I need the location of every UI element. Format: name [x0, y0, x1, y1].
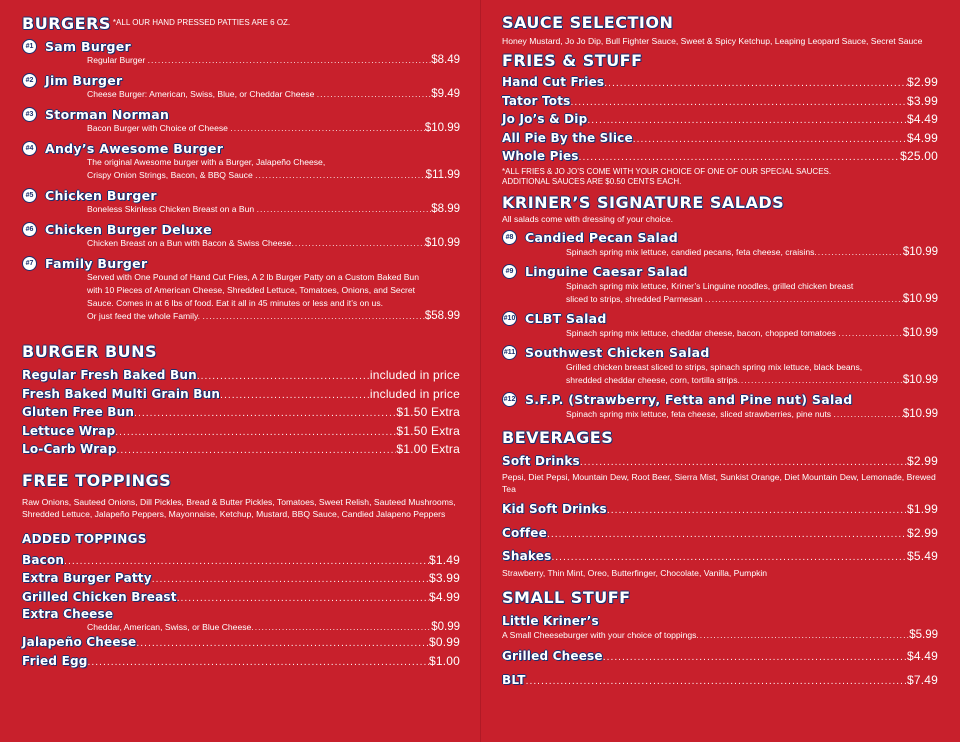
item-price: $4.99: [906, 130, 938, 145]
item-price-line: [87, 310, 460, 323]
item-number-badge: #7: [22, 256, 37, 271]
kid-drinks-name: Kid Soft Drinks: [502, 502, 607, 516]
item-price: $10.99: [902, 407, 938, 420]
salad-list: [502, 230, 938, 421]
grilled-cheese-line: [502, 648, 938, 667]
burger-list: [22, 38, 460, 323]
small-stuff-title: SMALL STUFF: [502, 587, 631, 607]
item-price: $4.99: [428, 589, 460, 604]
price-row: [502, 148, 938, 167]
burgers-heading: [22, 14, 460, 33]
item-price-line: [566, 408, 938, 421]
item-name: Hand Cut Fries: [502, 75, 605, 89]
beverages-list: [502, 453, 938, 579]
menu-item: [502, 345, 938, 387]
small-stuff-list: [502, 613, 938, 691]
little-kriners-desc: A Small Cheeseburger with your choice of toppings .....: [502, 629, 909, 642]
item-price-line: [87, 54, 460, 67]
fries-note-1: *ALL FRIES & JO JO’S COME WITH YOUR CHOICE OF ONE OF OUR SPECIAL SAUCES.: [502, 166, 832, 176]
item-price: $1.49: [428, 552, 460, 567]
grilled-cheese-name: Grilled Cheese: [502, 649, 603, 663]
item-details: [502, 361, 938, 387]
item-name: Southwest Chicken Salad: [525, 345, 710, 360]
shakes-price: $5.49: [906, 549, 938, 563]
burgers-note: *ALL OUR HAND PRESSED PATTIES ARE 6 OZ.: [112, 18, 291, 27]
little-kriners-line: [502, 629, 938, 642]
item-price-line: [566, 293, 938, 306]
price-row: [502, 111, 938, 130]
price-row: [22, 589, 460, 608]
item-price: $8.99: [431, 203, 460, 215]
item-price: $58.99: [424, 310, 460, 322]
item-details: [502, 408, 938, 421]
item-number-badge: #12: [502, 392, 517, 407]
price-row: [22, 367, 460, 386]
item-details: [22, 88, 460, 101]
price-row: [502, 130, 938, 149]
item-description: Served with One Pound of Hand Cut Fries, A 2 lb Burger Patty on a Custom Baked Bun: [87, 272, 419, 282]
item-header: [22, 106, 460, 122]
dot-leader: [571, 93, 907, 112]
bun-list: [22, 367, 460, 460]
dot-leader: [134, 404, 396, 423]
price-row: [22, 423, 460, 442]
item-price: $10.99: [902, 373, 938, 386]
item-details: [22, 156, 460, 182]
menu-item: [502, 264, 938, 306]
blt-name: BLT: [502, 672, 526, 687]
item-name: Storman Norman: [45, 106, 170, 122]
menu-item: [22, 38, 460, 67]
item-name: Chicken Burger Deluxe: [45, 221, 212, 237]
item-number-badge: #1: [22, 39, 37, 54]
fries-list: [502, 74, 938, 167]
shakes-name: Shakes: [502, 549, 552, 563]
dot-leader: [579, 148, 900, 167]
extra-cheese-line: [22, 621, 460, 634]
item-price: $10.99: [424, 122, 460, 134]
column-divider: [480, 0, 481, 742]
soft-drinks-name: Soft Drinks: [502, 453, 580, 468]
item-description: shredded cheddar cheese, corn, tortilla strips .....: [566, 374, 903, 387]
blt-price: $7.49: [906, 672, 938, 687]
item-price: $25.00: [900, 149, 938, 163]
price-row: [22, 653, 460, 672]
item-name: Bacon: [22, 552, 65, 567]
item-name: Andy’s Awesome Burger: [45, 140, 224, 156]
price-row: [22, 404, 460, 423]
item-name: Sam Burger: [45, 38, 131, 54]
menu-item: [22, 140, 460, 182]
item-header: [22, 72, 460, 88]
item-name: Tator Tots: [502, 93, 571, 108]
item-name: Lettuce Wrap: [22, 423, 116, 438]
item-number-badge: #8: [502, 230, 517, 245]
dot-leader: [633, 130, 907, 149]
item-price: $10.99: [902, 292, 938, 305]
kid-drinks-line: [502, 501, 938, 520]
added-toppings-title: ADDED TOPPINGS: [22, 531, 147, 546]
price-row: [22, 634, 460, 653]
price-row: [502, 74, 938, 93]
item-number-badge: #4: [22, 141, 37, 156]
item-description: Cheese Burger: American, Swiss, Blue, or Cheddar Cheese .....: [87, 88, 431, 101]
item-number-badge: #6: [22, 222, 37, 237]
little-kriners-name: Little Kriner’s: [502, 613, 599, 628]
blt-line: [502, 672, 938, 691]
free-toppings-title: FREE TOPPINGS: [22, 470, 172, 490]
item-name: Fried Egg: [22, 653, 88, 668]
sauce-text: Honey Mustard, Jo Jo Dip, Bull Fighter Sauce, Sweet & Spicy Ketchup, Leaping Leopard Sauce, Secret Sauce: [502, 36, 923, 46]
item-description: Chicken Breast on a Bun with Bacon & Swiss Cheese .....: [87, 237, 425, 250]
item-header: [502, 392, 938, 408]
beverages-title: BEVERAGES: [502, 427, 614, 447]
soft-drinks-desc: Pepsi, Diet Pepsi, Mountain Dew, Root Beer, Sierra Mist, Sunkist Orange, Diet Mountain Dew, Lemonade, Brewed Tea: [502, 472, 936, 494]
item-name: Fresh Baked Multi Grain Bun: [22, 386, 221, 401]
item-name: Regular Fresh Baked Bun: [22, 368, 197, 382]
menu-item: [502, 311, 938, 340]
item-price-line: [566, 374, 938, 387]
item-name: CLBT Salad: [525, 311, 607, 326]
item-description: Or just feed the whole Family. .....: [87, 310, 425, 323]
item-header: [502, 311, 938, 327]
extra-cheese-price: $0.99: [431, 621, 460, 633]
item-price: $10.99: [902, 326, 938, 339]
menu-item: [22, 221, 460, 250]
item-name: Lo-Carb Wrap: [22, 442, 117, 456]
item-name: S.F.P. (Strawberry, Fetta and Pine nut) Salad: [525, 392, 853, 407]
item-header: [22, 221, 460, 237]
item-price: $11.99: [425, 169, 460, 181]
item-price-line: [566, 246, 938, 259]
item-details: [22, 54, 460, 67]
dot-leader: [117, 441, 397, 460]
coffee-price: $2.99: [906, 525, 938, 540]
item-header: [502, 230, 938, 246]
fries-title: FRIES & STUFF: [502, 51, 643, 70]
item-name: Family Burger: [45, 255, 148, 271]
free-toppings-text: Raw Onions, Sauteed Onions, Dill Pickles, Bread & Butter Pickles, Tomatoes, Sweet Relish, Sauteed Mushrooms, Shredded Lettuce, Jalapeño Peppers, Mayonnaise, Ketchup, Mustard, BBQ Sauce, Candied Jalapeno Peppers: [22, 496, 456, 519]
price-row: [22, 552, 460, 571]
dot-leader: [64, 552, 429, 571]
little-kriners-price: $5.99: [909, 629, 938, 641]
item-details: [502, 246, 938, 259]
item-name: Whole Pies: [502, 149, 579, 163]
item-details: [502, 280, 938, 306]
sauce-title: SAUCE SELECTION: [502, 13, 674, 32]
item-description: Spinach spring mix lettuce, feta cheese, sliced strawberries, pine nuts .....: [566, 408, 903, 421]
right-column: [502, 14, 938, 690]
item-details: [22, 122, 460, 135]
price-row: [22, 570, 460, 589]
item-name: Candied Pecan Salad: [525, 230, 679, 245]
menu-item: [22, 106, 460, 135]
item-details: [22, 203, 460, 216]
item-price: $3.99: [428, 571, 460, 585]
salads-title: KRINER’S SIGNATURE SALADS: [502, 192, 785, 212]
item-description: Bacon Burger with Choice of Cheese .....: [87, 122, 425, 135]
item-details: [22, 271, 460, 323]
item-description: sliced to strips, shredded Parmesan .....: [566, 293, 903, 306]
menu-item: [22, 187, 460, 216]
extra-cheese-name: Extra Cheese: [22, 607, 114, 621]
item-name: Linguine Caesar Salad: [525, 264, 688, 279]
salads-subtitle: All salads come with dressing of your choice.: [502, 213, 673, 224]
menu-item: [22, 255, 460, 323]
item-price-line: [87, 169, 460, 182]
item-price: $10.99: [424, 237, 460, 249]
item-price-line: [87, 203, 460, 216]
item-price-line: [566, 327, 938, 340]
item-price-line: [87, 88, 460, 101]
left-column: [22, 14, 460, 671]
grilled-cheese-price: $4.49: [906, 649, 938, 663]
item-number-badge: #3: [22, 107, 37, 122]
dot-leader: [88, 653, 429, 672]
dot-leader: [220, 386, 370, 405]
item-header: [22, 255, 460, 271]
item-header: [22, 140, 460, 156]
item-price: $1.50 Extra: [396, 423, 460, 438]
dot-leader: [152, 570, 429, 589]
item-price-line: [87, 122, 460, 135]
price-row: [502, 93, 938, 112]
menu-item: [502, 230, 938, 259]
item-number-badge: #2: [22, 73, 37, 88]
coffee-line: [502, 525, 938, 544]
topping-list-2: [22, 634, 460, 671]
item-description: Spinach spring mix lettuce, Kriner’s Linguine noodles, grilled chicken breast: [566, 280, 854, 291]
item-description: Regular Burger .....: [87, 54, 431, 67]
item-name: Grilled Chicken Breast: [22, 589, 177, 604]
item-name: Chicken Burger: [45, 187, 157, 203]
menu-item: [22, 72, 460, 101]
item-name: Jo Jo’s & Dip: [502, 112, 588, 126]
item-description: Boneless Skinless Chicken Breast on a Bun .....: [87, 203, 431, 216]
price-row: [22, 441, 460, 460]
dot-leader: [136, 634, 429, 653]
item-name: Extra Burger Patty: [22, 571, 152, 585]
dot-leader: [197, 367, 370, 386]
item-name: Jim Burger: [45, 72, 123, 88]
item-price: included in price: [369, 386, 460, 401]
extra-cheese-desc: Cheddar, American, Swiss, or Blue Cheese .....: [87, 621, 431, 634]
item-price: $1.00 Extra: [396, 442, 460, 456]
dot-leader: [604, 74, 907, 93]
item-price: $10.99: [902, 245, 938, 258]
item-number-badge: #5: [22, 188, 37, 203]
price-row: [22, 386, 460, 405]
item-price: $8.49: [431, 54, 460, 66]
item-price: included in price: [369, 368, 460, 382]
soft-drinks-line: [502, 453, 938, 472]
dot-leader: [115, 423, 396, 442]
item-price: $2.99: [906, 75, 938, 89]
buns-title: BURGER BUNS: [22, 342, 158, 361]
item-description: Grilled chicken breast sliced to strips, spinach spring mix lettuce, black beans,: [566, 361, 863, 372]
item-details: [22, 237, 460, 250]
item-header: [502, 345, 938, 361]
dot-leader: [177, 589, 429, 608]
item-price-line: [87, 237, 460, 250]
item-description: The original Awesome burger with a Burger, Jalapeño Cheese,: [87, 157, 326, 167]
item-description: Spinach spring mix lettuce, cheddar cheese, bacon, chopped tomatoes .....: [566, 327, 903, 340]
topping-list: [22, 552, 460, 608]
item-description: Spinach spring mix lettuce, candied pecans, feta cheese, craisins .....: [566, 246, 903, 259]
shakes-line: [502, 548, 938, 567]
shakes-desc: Strawberry, Thin Mint, Oreo, Butterfinger, Chocolate, Vanilla, Pumpkin: [502, 567, 768, 578]
dot-leader: [587, 111, 907, 130]
item-header: [22, 38, 460, 54]
item-name: All Pie By the Slice: [502, 130, 633, 145]
item-name: Gluten Free Bun: [22, 405, 135, 419]
item-header: [22, 187, 460, 203]
fries-note-2: ADDITIONAL SAUCES ARE $0.50 CENTS EACH.: [502, 176, 682, 186]
menu-item: [502, 392, 938, 421]
item-name: Jalapeño Cheese: [22, 635, 137, 649]
item-description: Sauce. Comes in at 6 lbs of food. Eat it all in 45 minutes or less and it’s on us.: [87, 298, 384, 308]
item-price: $0.99: [428, 635, 460, 649]
item-price: $1.00: [428, 653, 460, 668]
item-description: with 10 Pieces of American Cheese, Shredded Lettuce, Tomatoes, Onions, and Secret: [87, 285, 416, 295]
item-number-badge: #10: [502, 311, 517, 326]
item-number-badge: #11: [502, 345, 517, 360]
kid-drinks-price: $1.99: [906, 502, 938, 516]
item-price: $3.99: [906, 93, 938, 108]
item-price: $4.49: [906, 112, 938, 126]
item-number-badge: #9: [502, 264, 517, 279]
item-price: $1.50 Extra: [396, 405, 460, 419]
item-price: $9.49: [431, 88, 460, 100]
item-details: [502, 327, 938, 340]
item-header: [502, 264, 938, 280]
coffee-name: Coffee: [502, 525, 547, 540]
soft-drinks-price: $2.99: [906, 453, 938, 468]
item-description: Crispy Onion Strings, Bacon, & BBQ Sauce .....: [87, 169, 426, 182]
burgers-title: BURGERS: [22, 14, 111, 33]
